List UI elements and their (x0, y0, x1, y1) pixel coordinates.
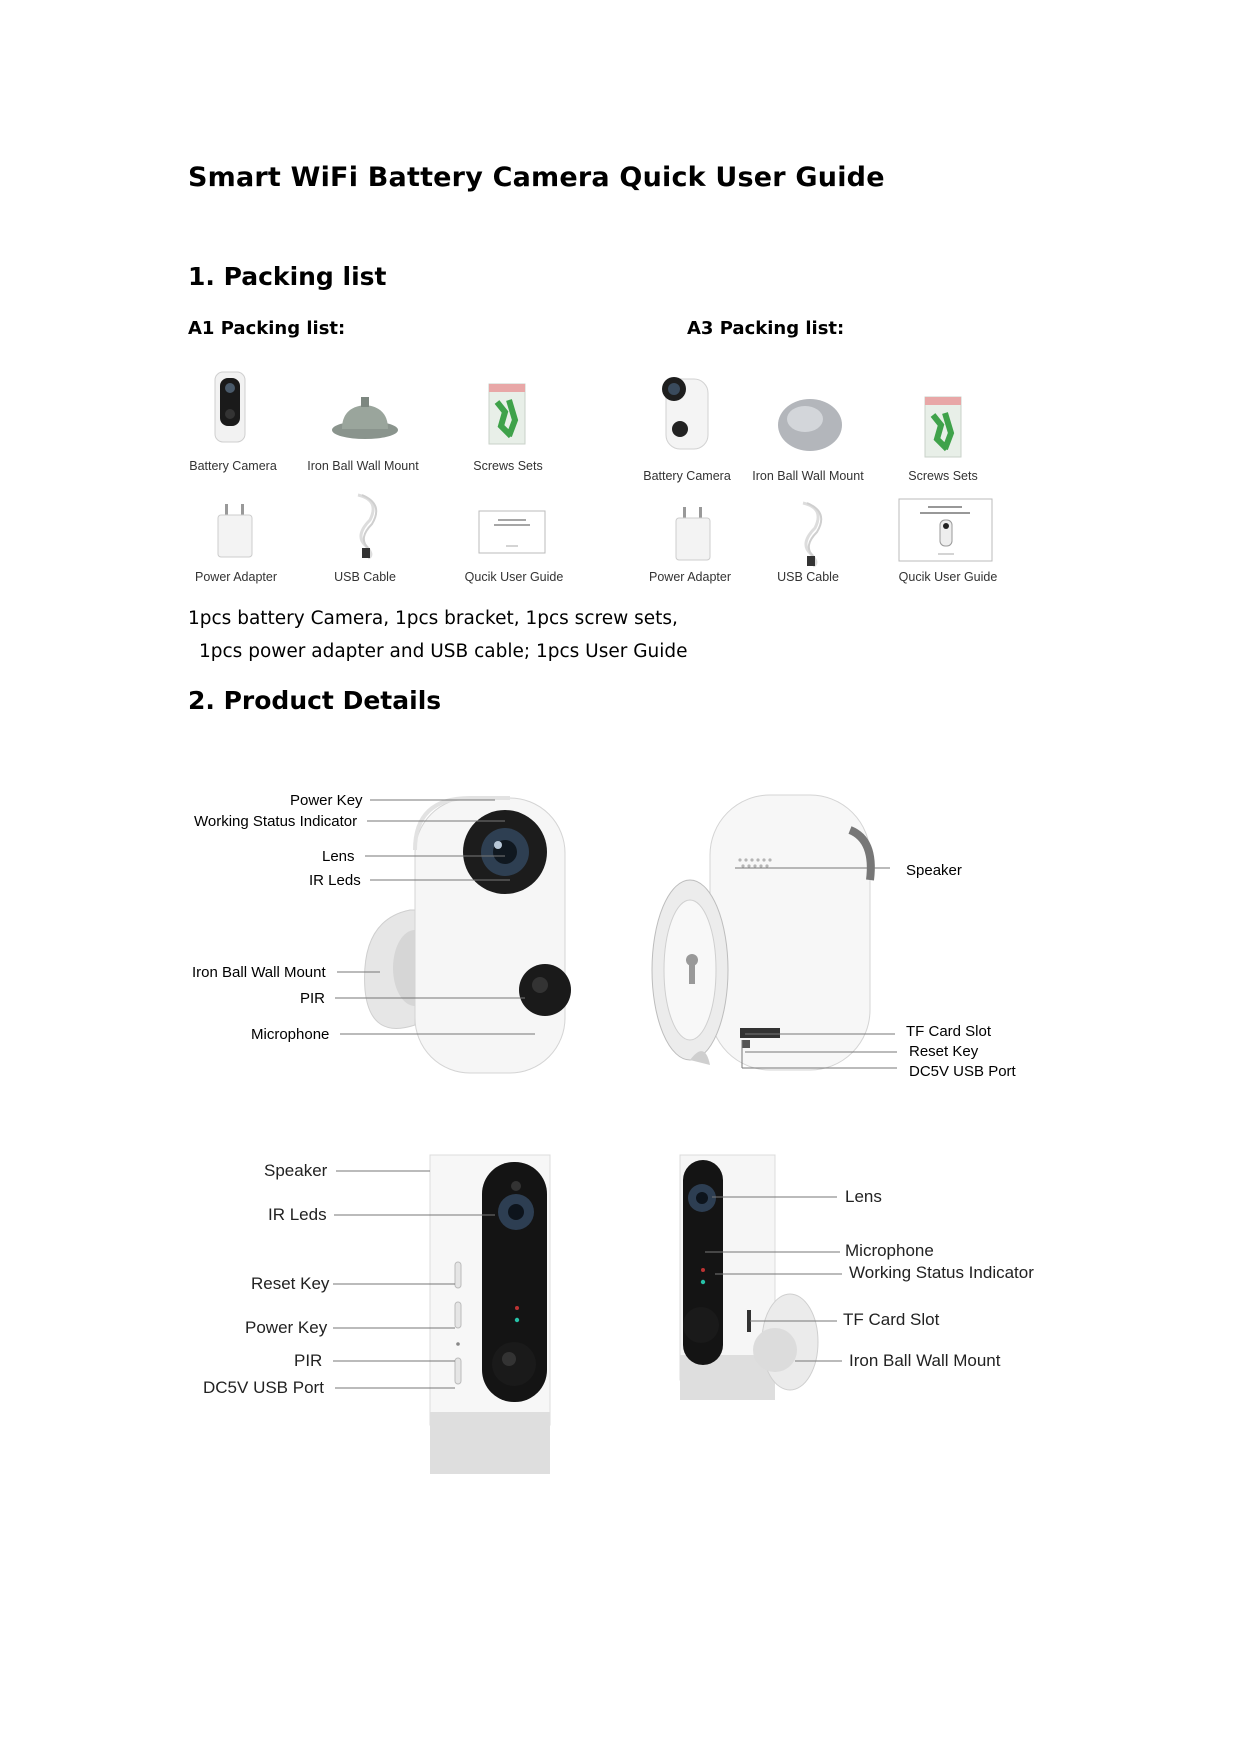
label-a1-reset-key: Reset Key (251, 1274, 330, 1293)
a1-caption-battery-camera: Battery Camera (189, 459, 277, 473)
packing-description-line1: 1pcs battery Camera, 1pcs bracket, 1pcs screw sets, (188, 608, 678, 629)
section-heading-product-details: 2. Product Details (188, 686, 442, 715)
a3-caption-user-guide: Qucik User Guide (898, 570, 998, 584)
label-a1-ir-leds: IR Leds (268, 1205, 327, 1224)
label-a1-pir: PIR (294, 1351, 323, 1370)
a1-caption-screws: Screws Sets (473, 459, 543, 473)
a3-caption-battery-camera: Battery Camera (643, 469, 731, 483)
label-a1-dc5v-usb-port: DC5V USB Port (203, 1378, 324, 1397)
label-iron-ball-wall-mount: Iron Ball Wall Mount (192, 964, 326, 981)
a3-packing-list-heading: A3 Packing list: (687, 318, 845, 339)
label-speaker: Speaker (906, 862, 962, 879)
label-a1-working-status-indicator: Working Status Indicator (849, 1263, 1034, 1282)
a3-caption-screws: Screws Sets (908, 469, 978, 483)
label-ir-leds: IR Leds (309, 872, 361, 889)
a1-packing-list-heading: A1 Packing list: (188, 318, 346, 339)
label-lens: Lens (322, 848, 355, 865)
a1-caption-usb-cable: USB Cable (334, 570, 396, 584)
a1-caption-power-adapter: Power Adapter (195, 570, 277, 584)
label-working-status-indicator: Working Status Indicator (194, 813, 358, 830)
a1-caption-wall-mount: Iron Ball Wall Mount (307, 459, 419, 473)
label-dc5v-usb-port: DC5V USB Port (909, 1063, 1016, 1080)
label-reset-key: Reset Key (909, 1043, 979, 1060)
label-a1-tf-card-slot: TF Card Slot (843, 1310, 940, 1329)
label-tf-card-slot: TF Card Slot (906, 1023, 992, 1040)
label-a1-iron-ball-wall-mount: Iron Ball Wall Mount (849, 1351, 1001, 1370)
a1-caption-user-guide: Qucik User Guide (464, 570, 564, 584)
label-microphone: Microphone (251, 1026, 330, 1043)
label-a1-speaker: Speaker (264, 1161, 328, 1180)
a3-caption-power-adapter: Power Adapter (649, 570, 731, 584)
label-pir: PIR (300, 990, 326, 1007)
document-title: Smart WiFi Battery Camera Quick User Guide (188, 162, 885, 193)
a3-caption-usb-cable: USB Cable (777, 570, 839, 584)
label-a1-microphone: Microphone (845, 1241, 934, 1260)
label-a1-power-key: Power Key (245, 1318, 328, 1337)
a3-caption-wall-mount: Iron Ball Wall Mount (752, 469, 864, 483)
section-heading-packing-list: 1. Packing list (188, 262, 387, 291)
label-power-key: Power Key (290, 792, 363, 809)
label-a1-lens: Lens (845, 1187, 882, 1206)
packing-description-line2: 1pcs power adapter and USB cable; 1pcs User Guide (199, 641, 688, 662)
